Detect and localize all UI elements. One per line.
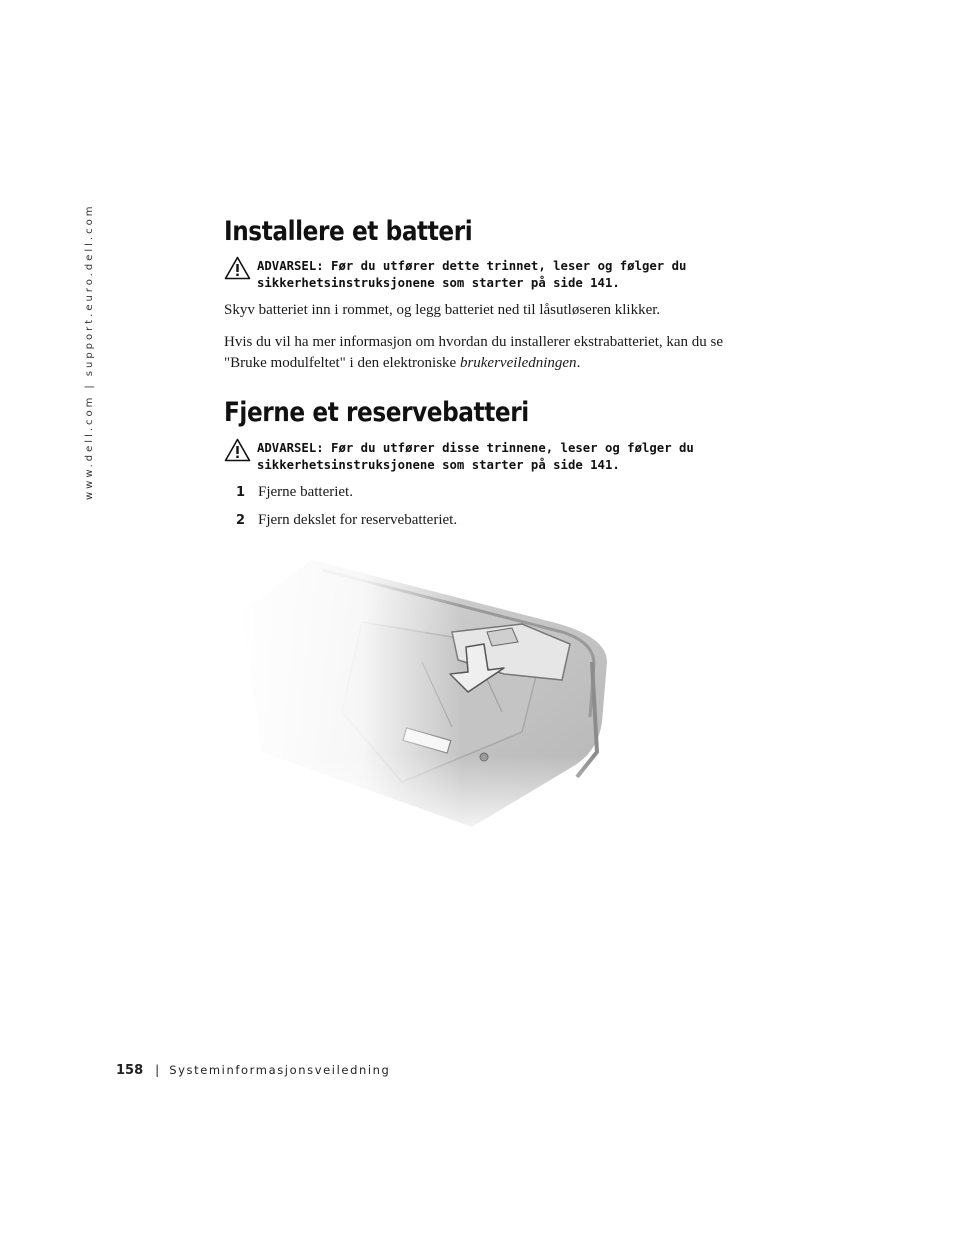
step-1 bbox=[236, 484, 353, 501]
page-number: 158 bbox=[116, 1063, 144, 1078]
step-text: Fjern dekslet for reservebatteriet. bbox=[258, 512, 458, 528]
paragraph-more-info bbox=[224, 332, 754, 374]
user-guide-reference: brukerveiledningen bbox=[459, 355, 577, 371]
reserve-battery-cover-illustration bbox=[222, 552, 622, 842]
footer-doc-title: Systeminformasjonsveiledning bbox=[169, 1063, 391, 1077]
warning-text-1 bbox=[257, 258, 764, 292]
footer-separator: | bbox=[155, 1063, 160, 1077]
page-footer bbox=[116, 1063, 390, 1078]
step-2 bbox=[236, 512, 457, 529]
warning-text-2 bbox=[257, 440, 764, 474]
sidebar-url-left: www.dell.com bbox=[84, 394, 95, 500]
heading-install-battery: Installere et batteri bbox=[224, 216, 473, 247]
warning-block-2 bbox=[224, 440, 764, 474]
paragraph-more-info-end: . bbox=[576, 355, 581, 371]
sidebar-url bbox=[84, 204, 95, 500]
paragraph-more-info-text: Hvis du vil ha mer informasjon om hvordan du installerer ekstrabatteriet, kan du se "Bruke modulfeltet" i den elektroniske bbox=[224, 334, 724, 371]
step-number: 1 bbox=[236, 485, 246, 500]
step-number: 2 bbox=[236, 513, 246, 528]
sidebar-separator: | bbox=[84, 382, 95, 389]
warning-triangle-icon bbox=[224, 438, 251, 462]
step-text: Fjerne batteriet. bbox=[258, 484, 353, 500]
warning-body: Før du utfører disse trinnene, leser og følger du sikkerhetsinstruksjonene som starter på side 141. bbox=[257, 441, 694, 472]
sidebar-url-right: support.euro.dell.com bbox=[84, 203, 95, 377]
warning-block-1 bbox=[224, 258, 764, 292]
paragraph-slide-battery: Skyv batteriet inn i rommet, og legg batteriet ned til låsutløseren klikker. bbox=[224, 302, 661, 318]
warning-body: Før du utfører dette trinnet, leser og følger du sikkerhetsinstruksjonene som starter på side 141. bbox=[257, 259, 687, 290]
warning-triangle-icon bbox=[224, 256, 251, 280]
heading-remove-reserve-battery: Fjerne et reservebatteri bbox=[224, 397, 529, 428]
warning-label: ADVARSEL: bbox=[257, 441, 324, 455]
warning-label: ADVARSEL: bbox=[257, 259, 324, 273]
